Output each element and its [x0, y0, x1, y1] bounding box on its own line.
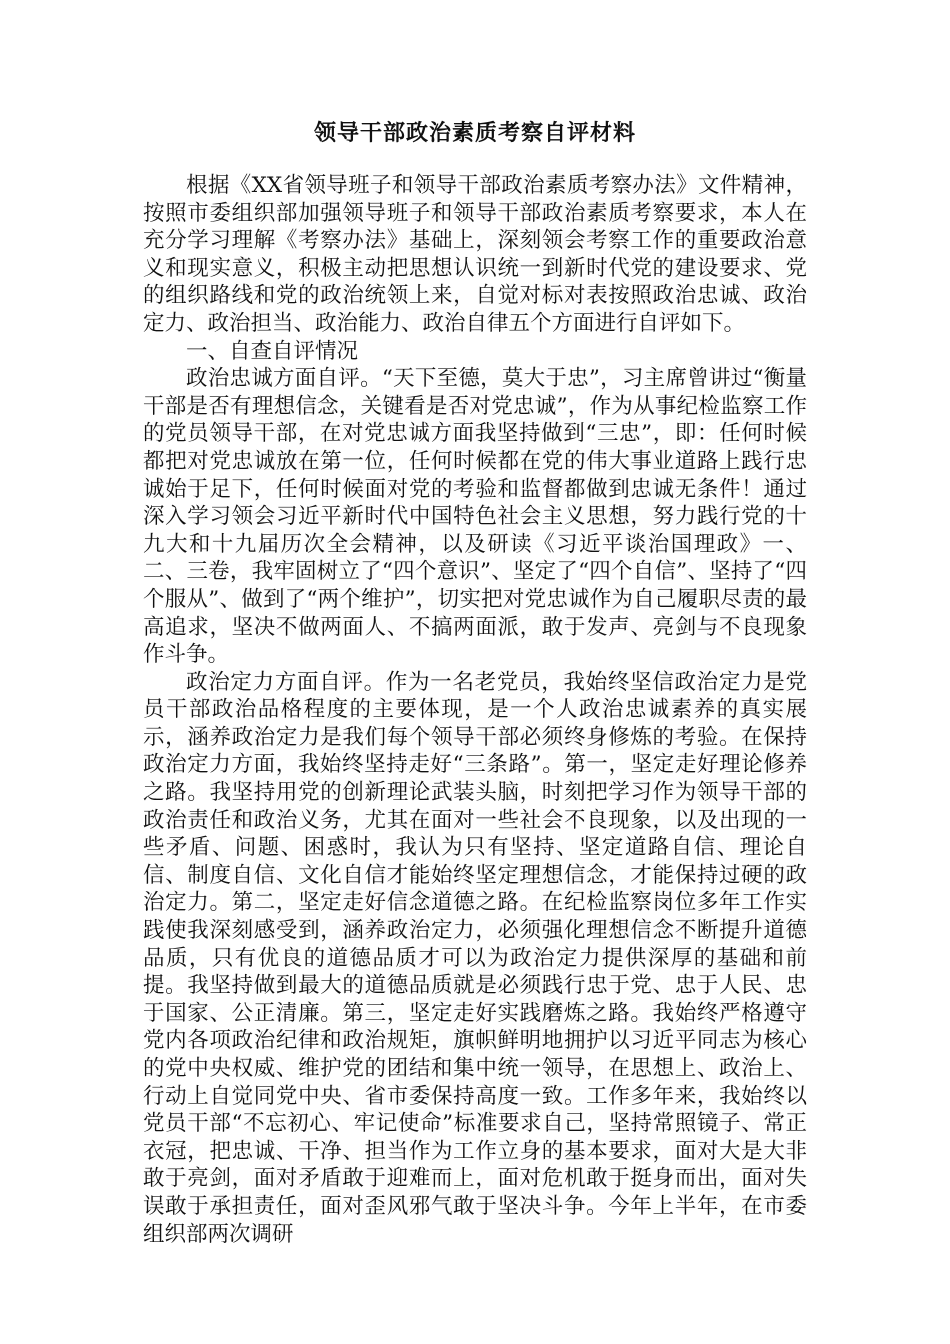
paragraph-political-resolve: 政治定力方面自评。作为一名老党员，我始终坚信政治定力是党员干部政治品格程度的主要体现，是一个人政治忠诚素养的真实展示，涵养政治定力是我们每个领导干部必须终身修炼的考验。在保持政治定力方面，我始终坚持走好“三条路”。第一，坚定走好理论修养之路。我坚持用党的创新理论武装头脑，时刻把学习作为领导干部的政治责任和政治义务，尤其在面对一些社会不良现象，以及出现的一些矛盾、问题、困惑时，我认为只有坚持、坚定道路自信、理论自信、制度自信、文化自信才能始终坚定理想信念，才能保持过硬的政治定力。第二，坚定走好信念道德之路。在纪检监察岗位多年工作实践使我深刻感受到，涵养政治定力，必须强化理想信念不断提升道德品质，只有优良的道德品质才可以为政治定力提供深厚的基础和前提。我坚持做到最大的道德品质就是必须践行忠于党、忠于人民、忠于国家、公正清廉。第三，坚定走好实践磨炼之路。我始终严格遵守党内各项政治纪律和政治规矩，旗帜鲜明地拥护以习近平同志为核心的党中央权威、维护党的团结和集中统一领导，在思想上、政治上、行动上自觉同党中央、省市委保持高度一致。工作多年来，我始终以党员干部“不忘初心、牢记使命”标准要求自己，坚持常照镜子、常正衣冠，把忠诚、干净、担当作为工作立身的基本要求，面对大是大非敢于亮剑，面对矛盾敢于迎难而上，面对危机敢于挺身而出，面对失误敢于承担责任，面对歪风邪气敢于坚决斗争。今年上半年，在市委组织部两次调研	[143, 669, 807, 1247]
section-heading-self-review: 一、自查自评情况	[186, 338, 359, 364]
document-title: 领导干部政治素质考察自评材料	[313, 121, 636, 146]
paragraph-political-loyalty: 政治忠诚方面自评。“天下至德，莫大于忠”，习主席曾讲过“衡量干部是否有理想信念，关键看是否对党忠诚”，作为从事纪检监察工作的党员领导干部，在对党忠诚方面我坚持做到“三忠”，即：任何时候都把对党忠诚放在第一位，任何时候都在党的伟大事业道路上践行忠诚始于足下，任何时候面对党的考验和监督都做到忠诚无条件！通过深入学习领会习近平新时代中国特色社会主义思想，努力践行党的十九大和十九届历次全会精神，以及研读《习近平谈治国理政》一、二、三卷，我牢固树立了“四个意识”、坚定了“四个自信”、坚持了“四个服从”、做到了“两个维护”，切实把对党忠诚作为自己履职尽责的最高追求，坚决不做两面人、不搞两面派，敢于发声、亮剑与不良现象作斗争。	[143, 366, 807, 668]
intro-paragraph: 根据《XX省领导班子和领导干部政治素质考察办法》文件精神，按照市委组织部加强领导班子和领导干部政治素质考察要求，本人在充分学习理解《考察办法》基础上，深刻领会考察工作的重要政治意义和现实意义，积极主动把思想认识统一到新时代党的建设要求、党的组织路线和党的政治统领上来，自觉对标对表按照政治忠诚、政治定力、政治担当、政治能力、政治自律五个方面进行自评如下。	[143, 173, 807, 336]
document-page	[143, 118, 807, 1248]
